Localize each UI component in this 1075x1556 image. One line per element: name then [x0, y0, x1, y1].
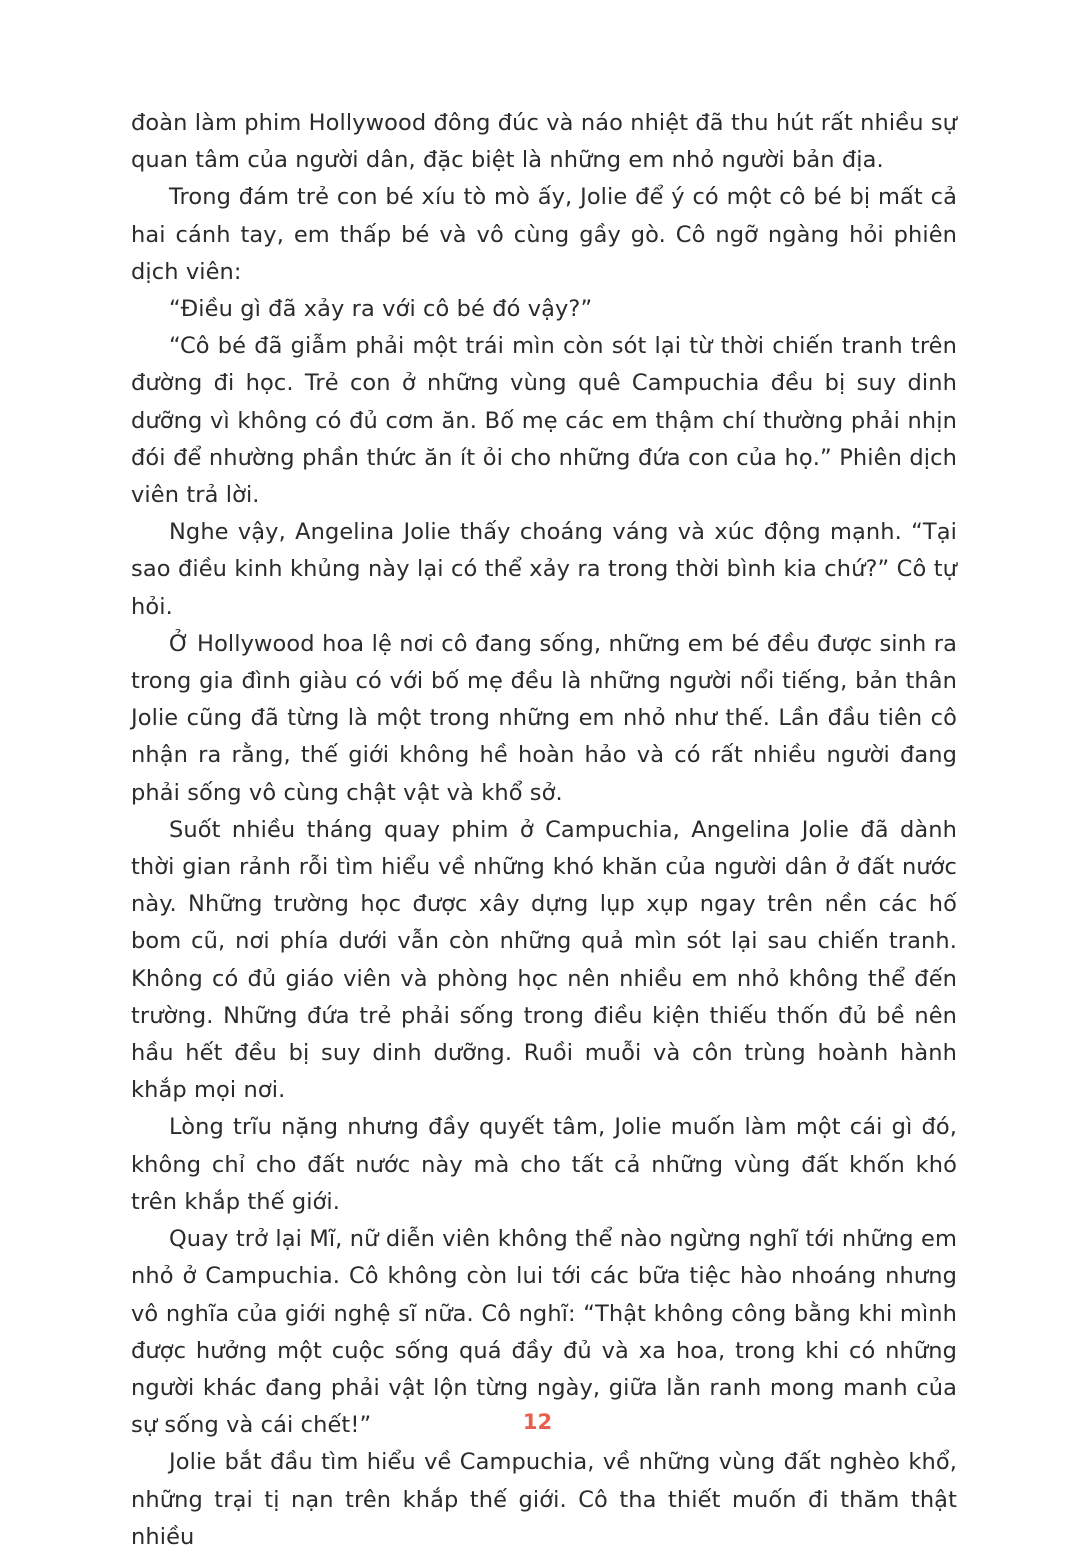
paragraph-quote: “Cô bé đã giẫm phải một trái mìn còn sót lại từ thời chiến tranh trên đường đi học. Trẻ con ở những vùng quê Campuchia đều bị suy dinh dưỡng vì không có đủ cơm ăn. Bố mẹ các em thậm chí thường phải nhịn đói để nhường phần thức ăn ít ỏi cho những đứa con của họ.” Phiên dịch viên trả lời. [131, 333, 957, 509]
paragraph: Nghe vậy, Angelina Jolie thấy choáng váng và xúc động mạnh. “Tại sao điều kinh khủng này lại có thể xảy ra trong thời bình kia chứ?” Cô tự hỏi. [131, 519, 957, 620]
paragraph: Trong đám trẻ con bé xíu tò mò ấy, Jolie để ý có một cô bé bị mất cả hai cánh tay, em thấp bé và vô cùng gầy gò. Cô ngỡ ngàng hỏi phiên dịch viên: [131, 184, 957, 285]
paragraph-quote: “Điều gì đã xảy ra với cô bé đó vậy?” [169, 296, 593, 323]
paragraph-continuation: đoàn làm phim Hollywood đông đúc và náo nhiệt đã thu hút rất nhiều sự quan tâm của người dân, đặc biệt là những em nhỏ người bản địa. [131, 110, 957, 174]
paragraph: Lòng trĩu nặng nhưng đầy quyết tâm, Jolie muốn làm một cái gì đó, không chỉ cho đất nước này mà cho tất cả những vùng đất khốn khó trên khắp thế giới. [131, 1114, 957, 1215]
paragraph-continues-next-page: Jolie bắt đầu tìm hiểu về Campuchia, về những vùng đất nghèo khổ, những trại tị nạn trên khắp thế giới. Cô tha thiết muốn đi thăm thật nhiều [131, 1449, 957, 1550]
page-number: 12 [522, 1410, 553, 1434]
page-body-text [131, 105, 957, 1556]
paragraph: Ở Hollywood hoa lệ nơi cô đang sống, những em bé đều được sinh ra trong gia đình giàu có với bố mẹ đều là những người nổi tiếng, bản thân Jolie cũng đã từng là một trong những em nhỏ như thế. Lần đầu tiên cô nhận ra rằng, thế giới không hề hoàn hảo và có rất nhiều người đang phải sống vô cùng chật vật và khổ sở. [131, 630, 957, 806]
paragraph: Suốt nhiều tháng quay phim ở Campuchia, Angelina Jolie đã dành thời gian rảnh rỗi tìm hiểu về những khó khăn của người dân ở đất nước này. Những trường học được xây dựng lụp xụp ngay trên nền các hố bom cũ, nơi phía dưới vẫn còn những quả mìn sót lại sau chiến tranh. Không có đủ giáo viên và phòng học nên nhiều em nhỏ không thể đến trường. Những đứa trẻ phải sống trong điều kiện thiếu thốn đủ bề nên hầu hết đều bị suy dinh dưỡng. Ruồi muỗi và côn trùng hoành hành khắp mọi nơi. [131, 816, 957, 1104]
paragraph: Quay trở lại Mĩ, nữ diễn viên không thể nào ngừng nghĩ tới những em nhỏ ở Campuchia. Cô không còn lui tới các bữa tiệc hào nhoáng nhưng vô nghĩa của giới nghệ sĩ nữa. Cô nghĩ: “Thật không công bằng khi mình được hưởng một cuộc sống quá đầy đủ và xa hoa, trong khi có những người khác đang phải vật lộn từng ngày, giữa lằn ranh mong manh của sự sống và cái chết!” [131, 1226, 957, 1439]
